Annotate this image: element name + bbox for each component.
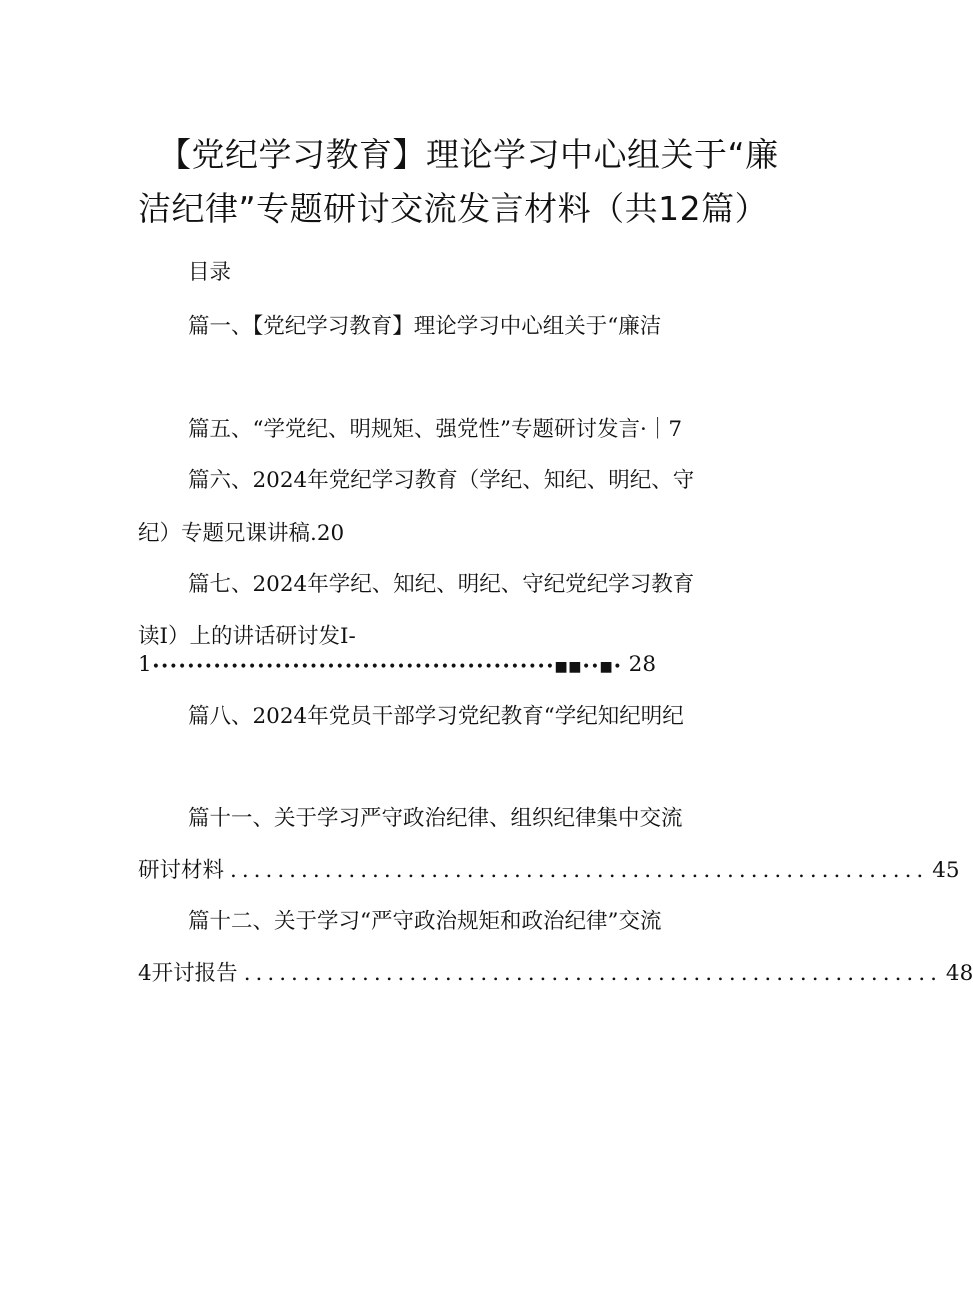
toc-entry-7-leader: ••••••••••••••••••••••••••••••••••••••••••••••■■••■• [151, 659, 623, 675]
title-line-2: 洁纪律”专题研讨交流发言材料（共12篇） [138, 189, 769, 228]
toc-entry-12-lead: 4开讨报告 [138, 961, 238, 986]
toc-entry-5: 篇五、“学党纪、明规矩、强党性”专题研讨发言·｜7 [188, 417, 682, 442]
toc-entry-11-leader-line [138, 857, 960, 885]
toc-entry-11-page: 45 [932, 858, 960, 883]
toc-entry-7-page: 28 [628, 652, 656, 677]
document-title [138, 128, 798, 236]
toc-entry-8: 篇八、2024年党员干部学习党纪教育“学纪知纪明纪 [188, 704, 684, 729]
toc-entry-7-lead: 1 [138, 652, 152, 677]
title-line-1: 【党纪学习教育】理论学习中心组关于“廉 [158, 135, 779, 174]
toc-heading: 目录 [188, 260, 232, 285]
toc-entry-7-leader-line [138, 651, 778, 681]
toc-entry-7-continuation: 读I）上的讲话研讨发I- [138, 624, 356, 649]
toc-entry-1: 篇一、【党纪学习教育】理论学习中心组关于“廉洁 [188, 314, 662, 339]
toc-entry-12-leader-line [138, 960, 973, 988]
toc-entry-6: 篇六、2024年党纪学习教育（学纪、知纪、明纪、守 [188, 468, 695, 493]
toc-entry-11: 篇十一、关于学习严守政治纪律、组织纪律集中交流 [188, 806, 683, 831]
toc-entry-11-lead: 研讨材料 [138, 858, 225, 883]
toc-entry-11-leader: ........................................................... [230, 858, 929, 883]
toc-entry-6-continuation: 纪）专题兄课讲稿.20 [138, 521, 345, 546]
toc-entry-12: 篇十二、关于学习“严守政治规矩和政治纪律”交流 [188, 909, 662, 934]
toc-entry-7: 篇七、2024年学纪、知纪、明纪、守纪党纪学习教育 [188, 572, 695, 597]
toc-entry-12-leader: ........................................................... [243, 961, 942, 986]
toc-entry-12-page: 48 [945, 961, 973, 986]
